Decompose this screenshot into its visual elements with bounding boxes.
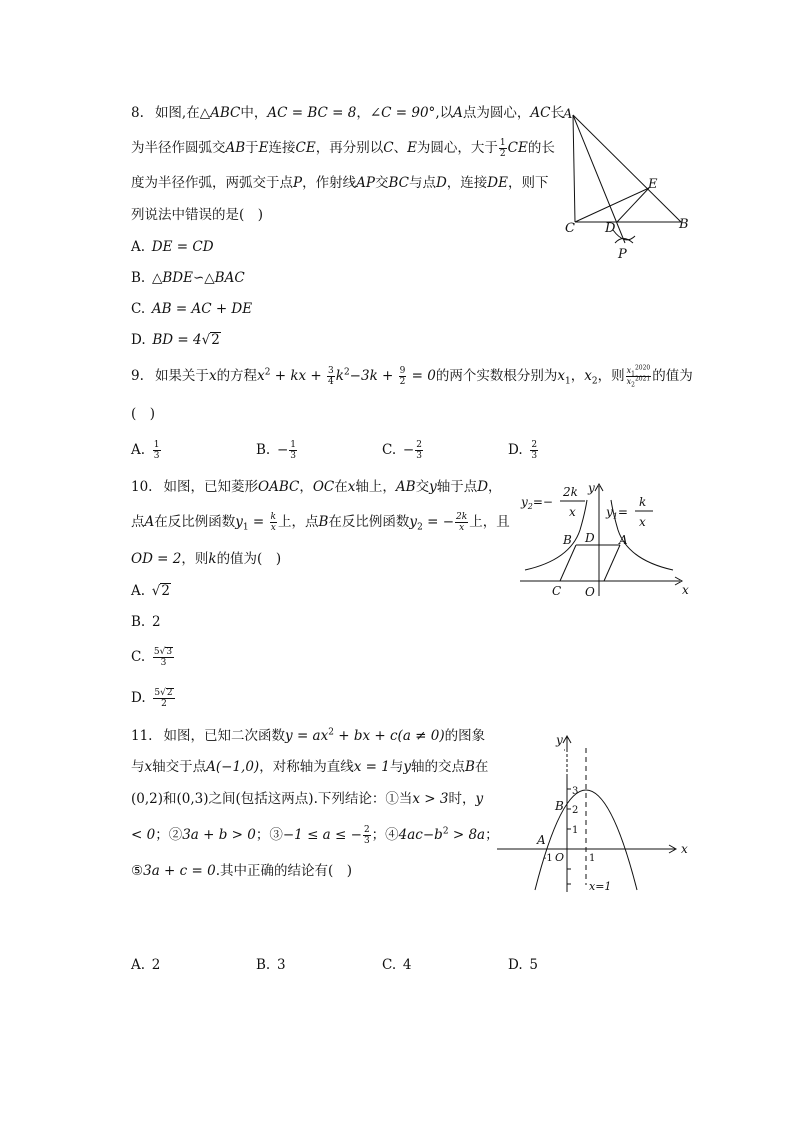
fraction [363,825,371,846]
q11-text: 之间(包括这两点).下列结论：①当 [208,791,413,807]
radicand: 2 [161,583,170,599]
label-A: A [537,833,546,847]
q8-line4 [131,205,263,225]
fraction [153,647,174,668]
q8-text: 中， [240,105,268,121]
label-D: D [585,531,595,545]
denominator: 4 [328,377,334,387]
q10-text: 的值为( ) [216,551,282,567]
q9-math: x [208,368,217,384]
q8-line1 [131,103,564,123]
q8-math: E [258,140,269,156]
fraction [455,512,468,533]
q8-math: DE [487,175,508,191]
numerator: 2 [531,440,538,450]
q11-text: 与 [389,759,404,775]
q11-text: ⑤ [131,863,144,879]
label-O: O [555,851,565,864]
fraction [289,440,297,461]
q8-math: A [453,105,463,121]
q11-text: ；④ [371,827,399,843]
q10-line3 [131,549,281,569]
q10-math: k [208,551,217,567]
numerator: 2 [416,440,422,450]
segment-DE [617,188,649,222]
q11-math: 3a + b > 0 [182,827,256,843]
option-text: DE = CD [151,239,214,255]
ratio-fraction [626,366,652,387]
option-text: 2 [151,614,161,630]
q11-text: 与 [131,759,145,775]
q9-text: 的方程 [216,368,258,384]
q11-number: 11. [131,728,153,744]
fraction [153,688,174,709]
label-B: B [555,799,564,813]
option-label: A. [131,239,146,255]
q10-math: y [429,479,437,495]
q11-math: 4ac−b [398,827,443,843]
q8-text: ，连接 [446,175,488,191]
numerator: 9 [399,366,406,376]
q11-math: x > 3 [412,791,449,807]
q8-text: 为半径作圆弧交 [131,140,226,156]
q9-option-c[interactable] [382,440,424,461]
q8-math: E [407,140,417,156]
fraction [415,440,423,461]
q9-line1 [131,366,693,387]
segment-OA [604,545,620,581]
label-A: A [563,107,573,122]
option-label: C. [131,301,146,317]
q11-option-c[interactable] [382,955,411,975]
subscript: 1 [242,522,249,533]
label-y2-num: 2k [563,485,578,499]
label-minus1: -1 [543,853,553,864]
option-label: D. [131,332,146,348]
q11-line1 [131,726,485,746]
denominator: 3 [363,836,370,846]
q9-math: = 0 [407,368,436,384]
denominator: 3 [160,658,167,668]
q11-text: ； [485,827,499,843]
q11-math: x = 1 [353,759,390,775]
option-text: △ [151,270,163,286]
q11-math: < 0 [131,827,156,843]
q10-line1 [131,477,502,497]
q8-math: C [383,140,394,156]
option-text: 3 [276,957,286,973]
numerator: 2 [363,825,370,835]
q11-math: −1 ≤ a ≤ − [282,827,362,843]
label-y-axis: y [588,481,595,495]
q10-math: x [347,479,356,495]
exponent: 2 [442,826,449,837]
q10-text: ， [299,479,313,495]
q11-line5 [131,861,352,881]
q11-text: 和 [163,791,177,807]
label-y2-den: x [569,505,576,519]
q11-text: ；② [155,827,183,843]
radicand: 2 [211,332,220,348]
radicand: 3 [166,647,173,657]
q8-option-c[interactable] [131,299,252,319]
fraction [327,366,335,387]
q10-math: OABC [258,479,300,495]
exponent: 2 [343,367,350,378]
q8-text: 如图,在 [154,105,200,121]
q11-line2 [131,757,488,777]
option-label: A. [131,583,146,599]
option-text: 2 [151,957,161,973]
var: x [626,377,632,386]
label-E: E [648,177,658,192]
fraction [399,366,407,387]
option-text: BD = 4 [152,332,202,348]
q10-text: ，则 [181,551,209,567]
q8-text: 的长 [527,140,555,156]
var: x [626,366,632,375]
q11-parabola-figure [495,730,695,895]
q11-text: 的图象 [444,728,486,744]
label-x-axis: x [682,583,689,597]
q11-text: 轴的交点 [410,759,465,775]
option-label: B. [256,957,271,973]
label-symmetry: x=1 [589,880,612,893]
q10-text: 轴上， [355,479,396,495]
q8-text: ，则下 [507,175,549,191]
q10-math: = − [422,514,455,530]
option-label: C. [382,957,397,973]
curve-y2 [525,500,587,570]
q8-triangle-figure [555,100,700,265]
coefficient: 5 [154,688,161,698]
q11-option-d[interactable] [508,955,538,975]
segment-CB [560,545,576,581]
q10-option-d[interactable] [131,688,176,709]
q8-text: 、 [393,140,408,156]
q10-text: 在 [334,479,348,495]
q10-option-b[interactable] [131,612,161,632]
q8-line2 [131,138,555,159]
q8-text: 于 [245,140,259,156]
q9-line2 [131,404,155,424]
q10-text: 在反比例函数 [328,514,410,530]
denominator: 2 [399,377,406,387]
subscript: 2 [631,381,635,389]
q9-number: 9. [131,368,144,384]
numerator: 1 [153,440,160,450]
q11-math: + bx + c(a ≠ 0) [333,728,445,744]
label-x: x [681,842,688,856]
q8-math: ABC [210,105,241,121]
label-y1: $y_1=$ [606,505,628,521]
denominator: 3 [531,451,538,461]
fraction [499,138,507,159]
option-text: 5 [529,957,538,973]
exponent: 2021 [634,375,651,383]
numerator: 2k [456,512,468,522]
option-text: AB = AC + DE [151,301,253,317]
q8-text: 长 [550,105,564,121]
label-y2: $y_2=-$ [521,495,553,511]
label-B: B [563,533,572,547]
q10-rhombus-figure [515,478,700,603]
q9-text: 的值为 [652,368,693,384]
label-one: 1 [589,853,596,864]
q8-math: BC [388,175,409,191]
q11-math: y [475,791,484,807]
option-label: B. [256,442,271,458]
option-label: D. [508,957,523,973]
q11-line3 [131,789,483,809]
q11-text: 时， [448,791,476,807]
coefficient: 5 [153,647,160,657]
denominator: x [459,523,465,533]
q8-text: △ [199,105,211,121]
numerator: 1 [499,138,506,148]
numerator: 5√2 [154,688,173,698]
label-y1-den: x [639,515,646,529]
q10-math: OD = 2 [131,551,182,567]
q11-text: 轴交于点 [152,759,207,775]
q8-math: D [435,175,447,191]
q11-math: 3a + c = 0 [143,863,216,879]
option-label: D. [131,690,146,706]
q11-math: x [144,759,153,775]
denominator: 3 [290,451,297,461]
denominator: 3 [153,451,160,461]
q8-text: ， [356,105,370,121]
q8-text: 列说法中错误的是( ) [131,207,264,223]
sqrt-sign: √ [201,332,211,348]
denominator: x [270,523,276,533]
q10-line2 [131,512,510,533]
q8-option-b[interactable] [131,268,245,288]
q10-math: = [248,514,269,530]
fraction [270,512,277,533]
q8-math: AB [225,140,246,156]
q8-option-d[interactable] [131,330,221,350]
q8-text: 交 [374,175,389,191]
label-C: C [552,584,562,598]
q8-text: 点为圆心， [462,105,531,121]
q10-text: 轴于点 [436,479,478,495]
minus-sign: − [402,442,415,458]
q11-math: B [464,759,475,775]
q8-text: ，再分别以 [315,140,384,156]
label-C: C [565,221,575,236]
ray-AP [573,115,625,243]
q8-number: 8. [131,105,144,121]
label-1: 1 [572,825,579,836]
q10-text: ， [488,479,502,495]
label-3: 3 [572,786,579,797]
subscript: 1 [565,376,571,387]
exponent: 2 [328,727,334,738]
q11-math: (0,3) [176,791,209,807]
q8-math: AC [530,105,551,121]
q9-math: + kx + [270,368,327,384]
subscript: 2 [417,522,423,533]
label-y1-num: k [639,495,647,509]
q11-text: ；③ [255,827,283,843]
q9-text: ，则 [597,368,625,384]
q11-math: (0,2) [131,791,164,807]
option-text: BDE [162,270,193,286]
q8-math: ∠C = 90° [369,105,436,121]
option-label: C. [382,442,397,458]
q11-math: A(−1,0) [206,759,260,775]
label-A: A [619,533,628,547]
q9-math: x [557,368,565,384]
q8-math: CE [295,140,316,156]
q8-text: 为圆心，大于 [416,140,498,156]
q11-option-b[interactable] [256,955,286,975]
option-label: A. [131,957,146,973]
q9-text: ( ) [131,406,156,422]
q10-text: 如图，已知菱形 [163,479,259,495]
numerator: 5√3 [153,647,173,657]
q10-math: D [477,479,489,495]
q9-option-d[interactable] [508,440,539,461]
q10-text: 点 [131,514,145,530]
q11-math: y [403,759,411,775]
label-O: O [585,585,595,599]
q11-math: y = ax [285,728,329,744]
q8-math: P [293,175,303,191]
option-text: ∽ [192,270,205,286]
label-D: D [605,221,616,236]
q10-option-a[interactable] [131,581,171,601]
q8-text: 连接 [268,140,296,156]
q10-math: y [409,514,418,530]
q10-option-c[interactable] [131,647,175,668]
q10-text: 上，且 [469,514,510,530]
option-label: A. [131,442,146,458]
subscript: 1 [631,370,635,378]
q9-text: 如果关于 [154,368,209,384]
option-label: C. [131,649,146,665]
option-text: 4 [402,957,412,973]
q9-option-b[interactable] [256,440,298,461]
q9-option-a[interactable] [131,440,162,461]
q9-math: x [257,368,265,384]
denominator: 2 [499,149,506,159]
segment-AB [573,115,681,222]
q10-math: y [235,514,243,530]
q8-math: AP [356,175,375,191]
q9-math: x [584,368,592,384]
denominator: 3 [416,451,422,461]
denominator: 2 [161,699,167,709]
numerator: 1 [290,440,297,450]
exponent: 2 [264,367,271,378]
q9-text: 的两个实数根分别为 [435,368,558,384]
fraction [530,440,538,461]
label-y: y [556,733,563,747]
denominator [626,377,652,387]
q8-text: 度为半径作弧，两弧交于点 [131,175,293,191]
q11-math: > 8a [448,827,486,843]
q11-line4 [131,825,499,846]
q8-text: ，作射线 [302,175,357,191]
minus-sign: − [276,442,289,458]
option-label: B. [131,614,146,630]
q11-text: 如图，已知二次函数 [163,728,286,744]
option-text: △ [204,270,215,286]
q10-math: AB [395,479,416,495]
numerator: k [270,512,276,522]
label-B: B [679,217,689,232]
sqrt-sign: √ [151,583,161,599]
q10-math: OC [312,479,335,495]
subscript: 2 [591,376,598,387]
fraction [153,440,161,461]
q11-text: 在 [474,759,489,775]
q8-math: CE [507,140,528,156]
label-2: 2 [572,805,579,816]
q9-math: k [335,368,344,384]
q9-math: −3k + [349,368,398,384]
q11-text: ，对称轴为直线 [259,759,354,775]
q8-text: ,以 [435,105,454,121]
radicand: 2 [166,688,173,698]
q10-text: 上，点 [278,514,319,530]
q8-option-a[interactable] [131,237,214,257]
q8-math: AC = BC = 8 [267,105,357,121]
q9-text: ， [570,368,585,384]
label-P: P [618,247,627,262]
option-text: BAC [214,270,245,286]
option-label: B. [131,270,146,286]
exponent: 2020 [634,364,651,372]
q10-math: B [318,514,329,530]
q10-text: 交 [415,479,430,495]
q10-number: 10. [131,479,153,495]
q10-text: 在反比例函数 [154,514,236,530]
q11-text: .其中正确的结论有( ) [215,863,353,879]
segment-CE [575,188,649,222]
q10-math: A [144,514,155,530]
numerator: 3 [328,366,334,376]
q8-line3 [131,173,548,193]
option-label: D. [508,442,523,458]
q11-option-a[interactable] [131,955,160,975]
segment-AC [573,115,575,222]
q8-text: 与点 [408,175,436,191]
